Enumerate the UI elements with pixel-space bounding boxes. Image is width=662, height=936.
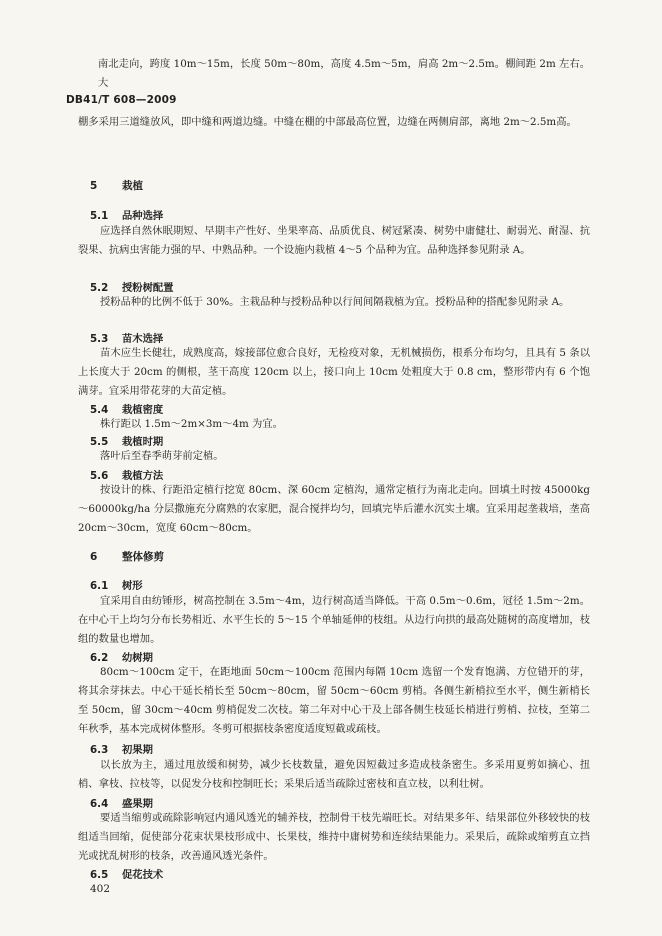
subsection-5-4-text: 株行距以 1.5m～2m×3m～4m 为宜。 bbox=[100, 418, 283, 430]
subsection-6-2-heading: 6.2 幼树期 bbox=[90, 652, 153, 664]
subsection-5-5-text: 落叶后至春季萌芽前定植。 bbox=[100, 450, 224, 462]
subsection-5-1-heading: 5.1 品种选择 bbox=[90, 210, 164, 222]
subsection-6-1-heading: 6.1 树形 bbox=[90, 580, 143, 592]
subsection-5-6-text: 按设计的株、行距沿定植行挖宽 80cm、深 60cm 定植沟，通常定植行为南北走向。回填土时按 45000kg～60000kg/ha 分层撒施充分腐熟的农家肥，混合搅拌均匀，回填完毕后灌水沉实土壤。宜采用起垄栽培，垄高 20cm～30cm，宽度 60cm～80cm。 bbox=[78, 484, 590, 534]
subsection-5-4-heading: 5.4 栽植密度 bbox=[90, 404, 164, 416]
intro-continuation: 棚多采用三道缝放风，即中缝和两道边缝。中缝在棚的中部最高位置，边缝在两侧肩部，离地 2m～2.5m高。 bbox=[78, 116, 577, 128]
subsection-6-3-heading: 6.3 初果期 bbox=[90, 744, 153, 756]
subsection-6-5-heading: 6.5 促花技术 bbox=[90, 869, 164, 881]
subsection-5-3-heading: 5.3 苗木选择 bbox=[90, 333, 164, 345]
section-number: 5 bbox=[90, 180, 98, 192]
subsection-5-2-heading: 5.2 授粉树配置 bbox=[90, 282, 174, 294]
subsection-5-3-text: 苗木应生长健壮，成熟度高，嫁接部位愈合良好，无检疫对象，无机械损伤，根系分布均匀，且具有 5 条以上长度大于 20cm 的侧根，茎干高度 120cm 以上，接口向上 10cm 处粗度大于 0.8 cm，整形带内有 6 个饱满芽。宜采用带花芽的大苗定植。 bbox=[78, 347, 590, 397]
section-number: 6 bbox=[90, 551, 98, 563]
subsection-5-6-heading: 5.6 栽植方法 bbox=[90, 470, 164, 482]
page-number: 402 bbox=[90, 883, 111, 895]
subsection-6-4-text: 要适当缩剪或疏除影响冠内通风透光的辅养枝，控制骨干枝先端旺长。对结果多年、结果部位外移较快的枝组适当回缩，促使部分花束状果枝形成中、长果枝，维持中庸树势和连续结果能力。采果后，疏除或缩剪直立挡光或扰乱树形的枝条，改善通风透光条件。 bbox=[78, 812, 590, 862]
intro-line-1: 南北走向，跨度 10m～15m，长度 50m～80m，高度 4.5m～5m，肩高 2m～2.5m。棚间距 2m 左右。大 bbox=[98, 58, 590, 89]
subsection-6-1-text: 宜采用自由纺锤形，树高控制在 3.5m～4m，边行树高适当降低。干高 0.5m～0.6m，冠径 1.5m～2m。在中心干上均匀分布长势相近、水平生长的 5～15 个单轴延伸的枝组。从边行向拱的最高处随树的高度增加，枝组的数量也增加。 bbox=[78, 595, 590, 645]
section-6-heading bbox=[90, 549, 164, 564]
subsection-6-3-text: 以长放为主，通过甩放缓和树势，减少长枝数量，避免因短截过多造成枝条密生。多采用夏剪如摘心、扭梢、拿枝、拉枝等，以促发分枝和控制旺长；采果后适当疏除过密枝和直立枝，以利壮树。 bbox=[78, 759, 590, 790]
subsection-6-4-heading: 6.4 盛果期 bbox=[90, 798, 153, 810]
standard-code-header: DB41/T 608—2009 bbox=[66, 94, 177, 106]
subsection-6-2-text: 80cm～100cm 定干，在距地面 50cm～100cm 范围内每隔 10cm 选留一个发育饱满、方位错开的芽，将其余芽抹去。中心干延长梢长至 50cm～80cm，留 50cm～60cm 剪梢。各侧生新梢拉至水平，侧生新梢长至 50cm，留 30cm～40cm 剪梢促发二次枝。第二年对中心干及上部各侧生枝延长梢进行剪梢、拉枝，至第二年秋季，基本完成树体整形。冬剪可根据枝条密度适度短截或疏枝。 bbox=[78, 666, 590, 735]
section-title: 栽植 bbox=[122, 180, 143, 192]
section-title: 整体修剪 bbox=[122, 551, 164, 563]
subsection-5-1-text: 应选择自然休眠期短、早期丰产性好、坐果率高、品质优良、树冠紧凑、树势中庸健壮、耐弱光、耐湿、抗裂果、抗病虫害能力强的早、中熟品种。一个设施内栽植 4～5 个品种为宜。品种选择参见附录 A。 bbox=[78, 225, 590, 256]
subsection-5-2-text: 授粉品种的比例不低于 30%。主栽品种与授粉品种以行间间隔栽植为宜。授粉品种的搭配参见附录 A。 bbox=[100, 296, 570, 308]
subsection-5-5-heading: 5.5 栽植时期 bbox=[90, 436, 164, 448]
section-5-heading bbox=[90, 178, 143, 193]
